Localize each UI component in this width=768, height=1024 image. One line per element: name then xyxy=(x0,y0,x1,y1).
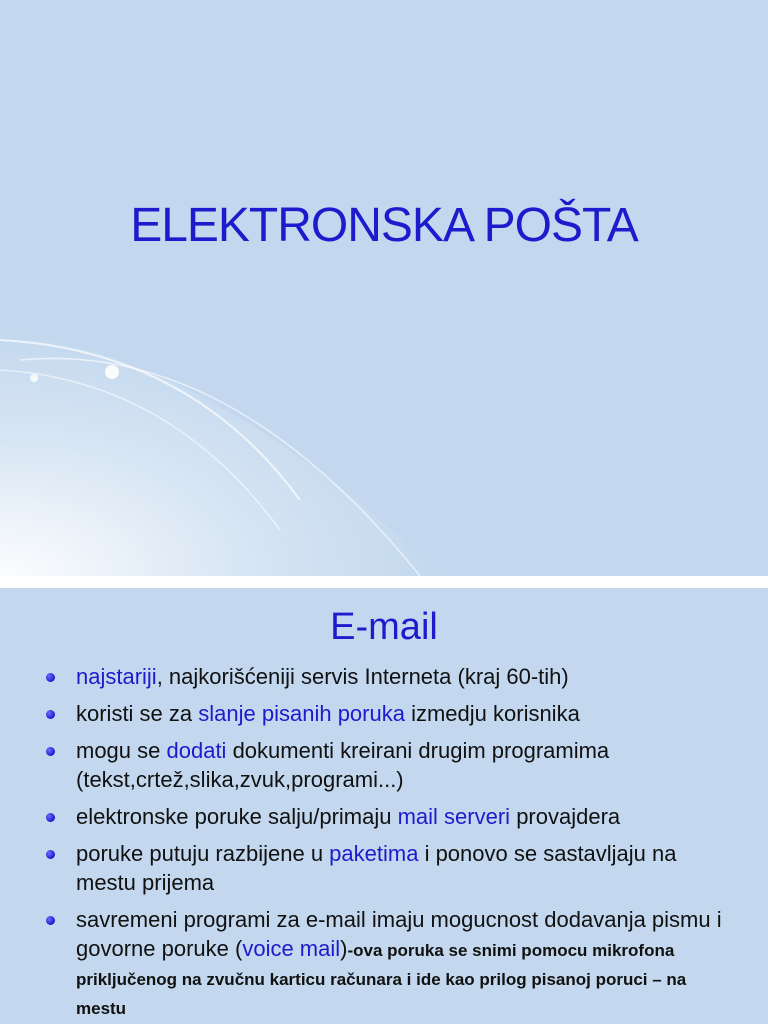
bullet-text: , najkorišćeniji servis Interneta (kraj 60-tih) xyxy=(156,664,569,689)
bullet-text: ) xyxy=(340,936,348,961)
bullet-item xyxy=(0,736,740,794)
highlighted-term: mail serveri xyxy=(397,804,511,829)
bullet-dot-icon xyxy=(46,673,55,682)
bullet-item xyxy=(0,662,740,691)
bullet-text: izmedju korisnika xyxy=(404,701,580,726)
bullet-text: provajdera xyxy=(510,804,621,829)
bullet-text: elektronske poruke salju/primaju xyxy=(76,804,398,829)
slide-separator xyxy=(0,576,768,588)
highlighted-term: najstariji xyxy=(76,664,157,689)
slide-heading: E-mail xyxy=(330,606,438,648)
light-arc-decoration xyxy=(0,300,460,576)
bullet-dot-icon xyxy=(46,747,55,756)
bullet-item xyxy=(0,699,740,728)
bullet-text: koristi se za xyxy=(76,701,199,726)
highlighted-term: paketima xyxy=(329,841,419,866)
bullet-text: poruke putuju razbijene u xyxy=(76,841,330,866)
bullet-text: savremeni programi za e-mail imaju mogucnost dodavanja pismu i govorne poruke ( xyxy=(76,907,722,961)
bullet-dot-icon xyxy=(46,710,55,719)
bullet-text: dokumenti kreirani drugim programima (tekst,crtež,slika,zvuk,programi...) xyxy=(76,738,610,792)
bullet-item xyxy=(0,802,740,831)
highlighted-term: dodati xyxy=(166,738,227,763)
bullet-dot-icon xyxy=(46,813,55,822)
content-slide xyxy=(0,588,768,1024)
bullet-dot-icon xyxy=(46,850,55,859)
bullet-text: mogu se xyxy=(76,738,167,763)
bullet-item xyxy=(0,839,740,897)
bullet-list xyxy=(0,662,740,1024)
highlighted-term: slanje pisanih poruka xyxy=(198,701,405,726)
slide-title: ELEKTRONSKA POŠTA xyxy=(130,199,638,252)
highlighted-term: voice mail xyxy=(242,936,341,961)
bullet-text: -ova poruka se snimi pomocu mikrofona priključenog na zvučnu karticu računara i ide kao prilog pisanoj poruci – na mestu xyxy=(76,941,687,1018)
bullet-dot-icon xyxy=(46,916,55,925)
bullet-item xyxy=(0,905,740,1021)
bullet-text: i ponovo se sastavljaju na mestu prijema xyxy=(76,841,677,895)
